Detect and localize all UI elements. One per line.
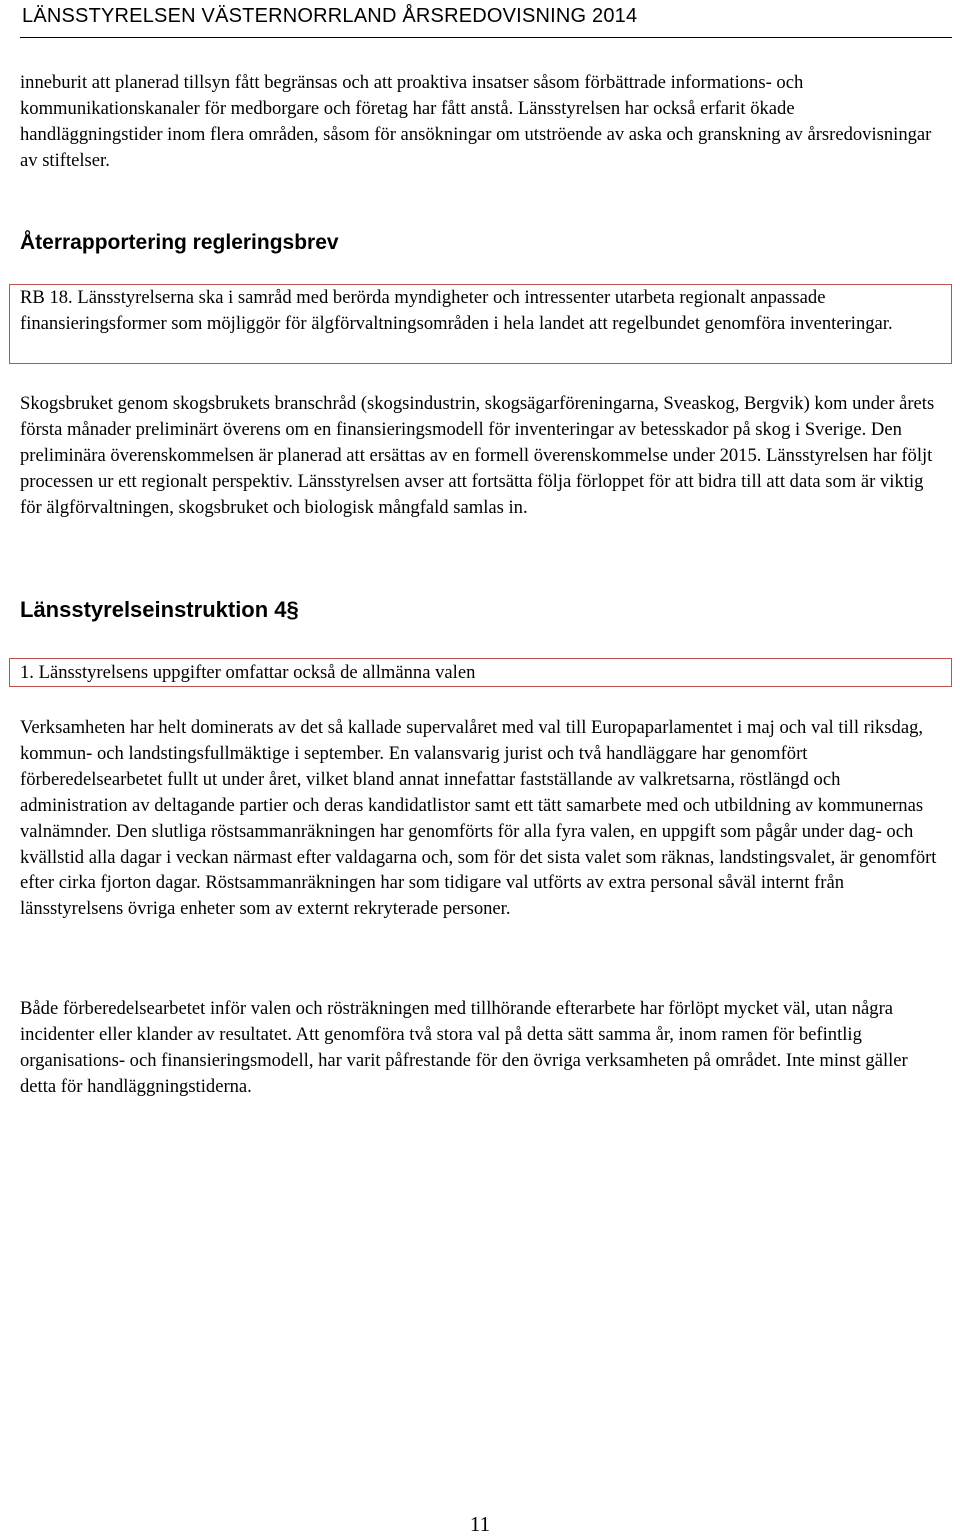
intro-paragraph: inneburit att planerad tillsyn fått begränsas och att proaktiva insatser såsom förbättrade informations- och kommunikationskanaler för medborgare och företag har fått anstå. Länsstyrelsen har också erfarit ökade handläggningstider inom flera områden, såsom för ansökningar om utströende av aska och granskning av årsredovisningar av stiftelser. xyxy=(20,72,932,171)
running-header: LÄNSSTYRELSEN VÄSTERNORRLAND ÅRSREDOVISNING 2014 xyxy=(22,5,638,27)
heading-aterrapportering: Återrapportering regleringsbrev xyxy=(20,231,339,254)
skogsbruket-paragraph: Skogsbruket genom skogsbrukets branschråd (skogsindustrin, skogsägarföreningarna, Sveaskog, Bergvik) kom under årets första månader preliminärt överens om en finansieringsmodell för inventeringar av betesskador på skog i Sverige. Den preliminära överenskommelsen är planerad att ersättas av en formell överenskommelse under 2015. Länsstyrelsen har följt processen ur ett regionalt perspektiv. Länsstyrelsen avser att fortsätta följa förloppet för att bidra till att data som är viktig för älgförvaltningen, skogsbruket och biologisk mångfald samlas in. xyxy=(20,393,935,518)
instruktion-requirement-text: 1. Länsstyrelsens uppgifter omfattar också de allmänna valen xyxy=(20,662,476,683)
bade-paragraph: Både förberedelsearbetet inför valen och rösträkningen med tillhörande efterarbete har förlöpt mycket väl, utan några incidenter eller klander av resultatet. Att genomföra två stora val på detta sätt samma år, inom ramen för befintlig organisations- och finansieringsmodell, har varit påfrestande för den övriga verksamheten på området. Inte minst gäller detta för handläggningstiderna. xyxy=(20,998,908,1097)
verksamheten-paragraph: Verksamheten har helt dominerats av det så kallade supervalåret med val till Europaparlamentet i maj och val till riksdag, kommun- och landstingsfullmäktige i september. En valansvarig jurist och två handläggare har genomfört förberedelsearbetet fullt ut under året, vilket bland annat innefattar fastställande av valkretsarna, röstlängd och administration av deltagande partier och deras kandidatlistor samt ett tätt samarbete med och utbildning av kommunernas valnämnder. Den slutliga röstsammanräkningen har genomförts för alla fyra valen, en uppgift som pågår under dag- och kvällstid alla dagar i veckan närmast efter valdagarna och, som för det sista valet som räknas, landstingsvalet, är genomfört efter cirka fjorton dagar. Röstsammanräkningen har som tidigare val utförts av extra personal såväl internt från länsstyrelsens övriga enheter som av externt rekryterade personer. xyxy=(20,717,937,920)
rb18-requirement-text: RB 18. Länsstyrelserna ska i samråd med berörda myndigheter och intressenter utarbeta regionalt anpassade finansieringsformer som möjliggör för älgförvaltningsområden i hela landet att regelbundet genomföra inventeringar. xyxy=(20,287,893,334)
page-number: 11 xyxy=(469,1512,491,1536)
heading-lansstyrelseinstruktion: Länsstyrelseinstruktion 4§ xyxy=(20,597,299,622)
header-rule xyxy=(20,37,952,38)
